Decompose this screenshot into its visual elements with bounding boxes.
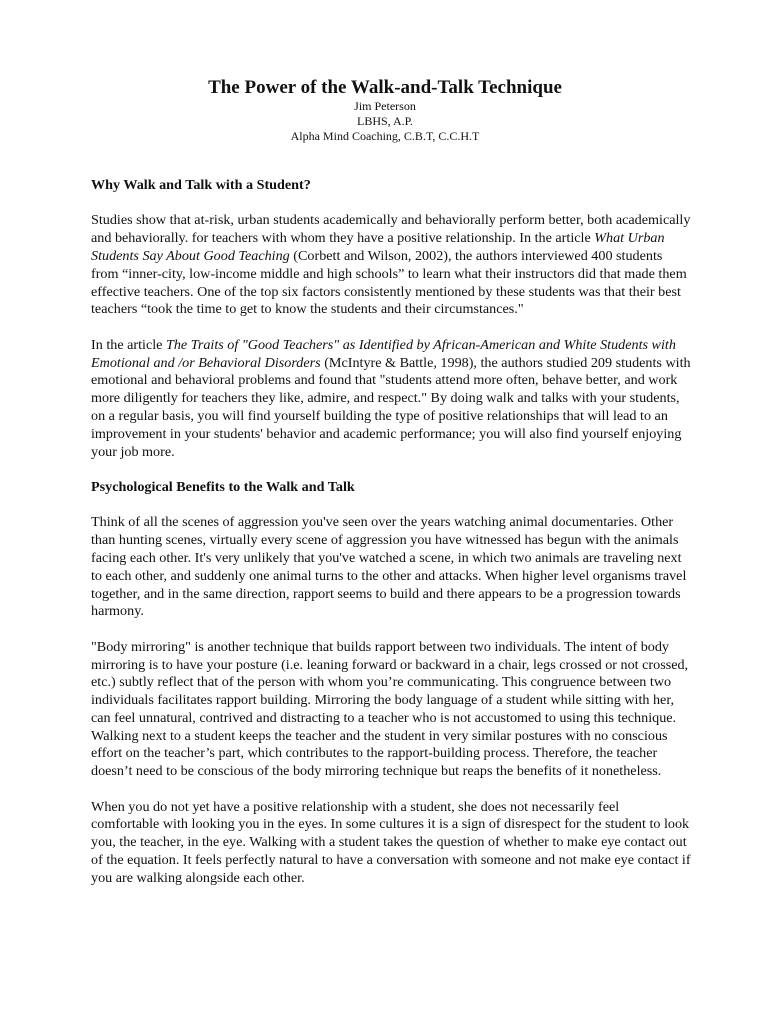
paragraph-text: In the article [91,336,166,353]
document-body [91,177,691,888]
cited-article-title: What Urban Students Say About Good Teaching [91,230,665,264]
section-heading-psychological-benefits: Psychological Benefits to the Walk and Talk [91,478,355,495]
section-heading-why-walk-and-talk: Why Walk and Talk with a Student? [91,177,311,193]
document-title: The Power of the Walk-and-Talk Technique [208,77,562,98]
paragraph-text: (Corbett and Wilson, 2002), the authors interviewed 400 students from “inner-city, low-income middle and high schools” to learn what their instructors did that made them effective teachers. One of the top six factors consistently mentioned by these students was that their best teachers “took the time to get to know the students and their circumstances." [91,247,687,318]
cited-article-title: The Traits of "Good Teachers" as Identified by African-American and White Students with Emotional and /or Behavioral Disorders [91,336,676,371]
paragraph-animal-aggression: Think of all the scenes of aggression you've seen over the years watching animal documentaries. Other than hunting scenes, virtually every scene of aggression you have witnessed has begun with the animals facing each other. It's very unlikely that you've watched a scene, in which two animals are traveling next to each other, and suddenly one animal turns to the other and attacks. When higher level organisms travel together, and in the same direction, rapport seems to build and there appears to be a progression towards harmony. [91,514,687,620]
paragraph-text: Studies show that at-risk, urban students academically and behaviorally perform better, both academically and behaviorally. for teachers with whom they have a positive relationship. In the article [91,212,691,247]
author-affiliation-school: LBHS, A.P. [356,114,414,128]
paragraph-urban-students-study [91,212,691,319]
author-affiliation-coaching: Alpha Mind Coaching, C.B.T, C.C.H.T [290,129,480,143]
paragraph-eye-contact: When you do not yet have a positive relationship with a student, she does not necessarily feel comfortable with looking you in the eyes. In some cultures it is a sign of disrespect for the student to look you, the teacher, in the eye. Walking with a student takes the question of whether to make eye contact out of the equation. It feels perfectly natural to have a conversation with someone and not make eye contact if you are walking alongside each other. [91,798,691,886]
document-header [0,77,770,144]
paragraph-body-mirroring: "Body mirroring" is another technique that builds rapport between two individuals. The intent of body mirroring is to have your posture (i.e. leaning forward or backward in a chair, legs crossed or not crossed, etc.) subtly reflect that of the person with whom you’re communicating. This congruence between two individuals facilitates rapport building. Mirroring the body language of a student while sitting with her, can feel unnatural, contrived and distracting to a teacher who is not accustomed to using this technique. Walking next to a student keeps the teacher and the student in very similar postures with no conscious effort on the teacher’s part, which contributes to the rapport-building process. Therefore, the teacher doesn’t need to be conscious of the body mirroring technique but reaps the benefits of it nonetheless. [91,638,689,780]
author-name: Jim Peterson [354,99,416,113]
paragraph-text: (McIntyre & Battle, 1998), the authors studied 209 students with emotional and behavioral problems and found that "students attend more often, behave better, and work more diligently for teachers they like, admire, and respect." By doing walk and talks with your students, on a regular basis, you will find yourself building the type of positive relationships that will lead to an improvement in your students' behavior and academic performance; you will also find yourself enjoying your job more. [91,354,691,460]
paragraph-good-teachers-study [91,337,691,462]
